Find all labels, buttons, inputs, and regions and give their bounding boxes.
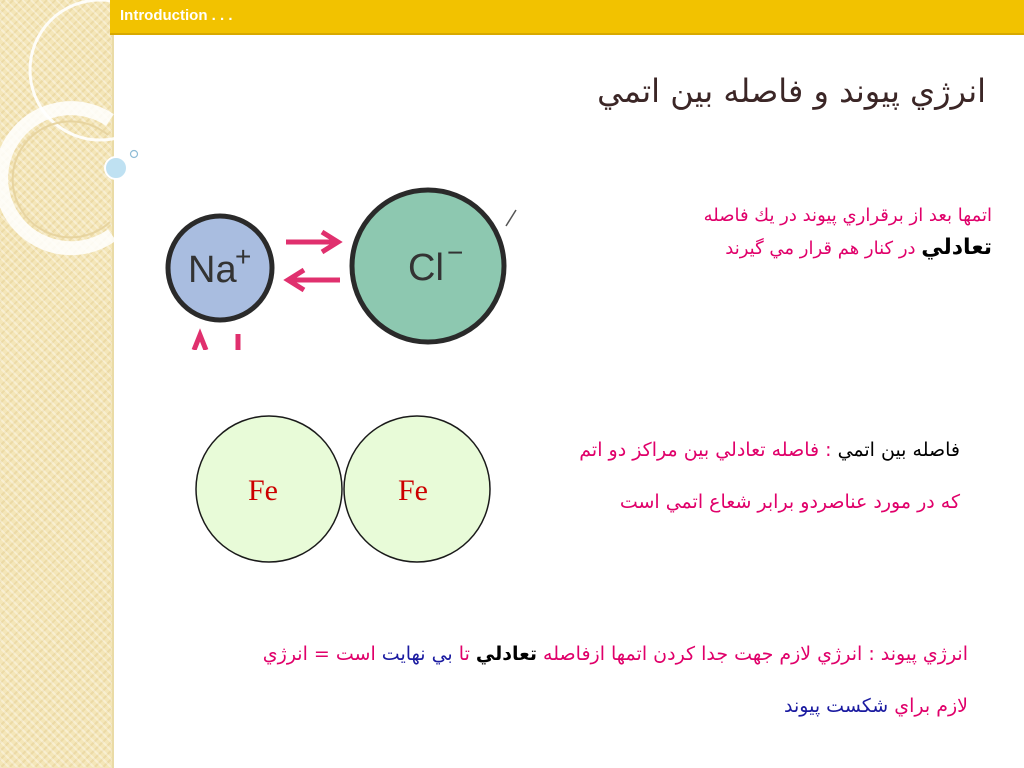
bond-energy-text <box>228 628 968 732</box>
bond-energy-keyword: تعادلي <box>475 643 537 665</box>
iron-label-left: Fe <box>248 474 278 507</box>
interatomic-distance-definition: : فاصله تعادلي بين مراكز دو اتم كه در مورد عناصردو برابر شعاع اتمي است <box>579 439 960 513</box>
equilibrium-keyword: تعادلي <box>921 235 992 260</box>
decorative-bubble-small <box>131 151 138 158</box>
ion-illustration <box>150 180 520 350</box>
chloride-charge: − <box>447 237 464 268</box>
equilibrium-line2: در كنار هم قرار مي گيرند <box>725 238 922 259</box>
interatomic-distance-text <box>560 424 960 528</box>
bond-energy-part3: است = انرژي لازم براي <box>262 643 968 717</box>
iron-label-right: Fe <box>398 474 428 507</box>
attraction-arrow-left <box>288 270 340 290</box>
decorative-arc-thick <box>1 108 112 248</box>
sodium-symbol: Na <box>188 249 237 291</box>
header-label: Introduction . . . <box>120 7 233 24</box>
chloride-symbol: Cl <box>408 247 444 289</box>
iron-atoms-illustration <box>190 410 510 570</box>
bond-energy-breaking: شكست پيوند <box>784 695 889 717</box>
interatomic-distance-term: فاصله بين اتمي <box>837 439 960 461</box>
bond-energy-part1: انرژي پيوند : انرژي لازم جهت جدا كردن اتمها ازفاصله <box>537 643 968 665</box>
equilibrium-line1: اتمها بعد از برقراري پيوند در يك فاصله <box>703 205 992 226</box>
equilibrium-distance-text <box>532 200 992 265</box>
attraction-arrow-right <box>286 232 338 252</box>
bond-energy-infinity: بي نهايت <box>381 643 453 665</box>
bond-energy-part2: تا <box>452 643 476 665</box>
header-bar <box>110 0 1024 35</box>
decorative-bubble <box>105 157 127 179</box>
sodium-charge: + <box>235 241 252 272</box>
slide-title: انرژي پيوند و فاصله بين اتمي <box>597 72 986 110</box>
cropped-line <box>506 210 516 226</box>
cropped-marker <box>194 334 238 350</box>
